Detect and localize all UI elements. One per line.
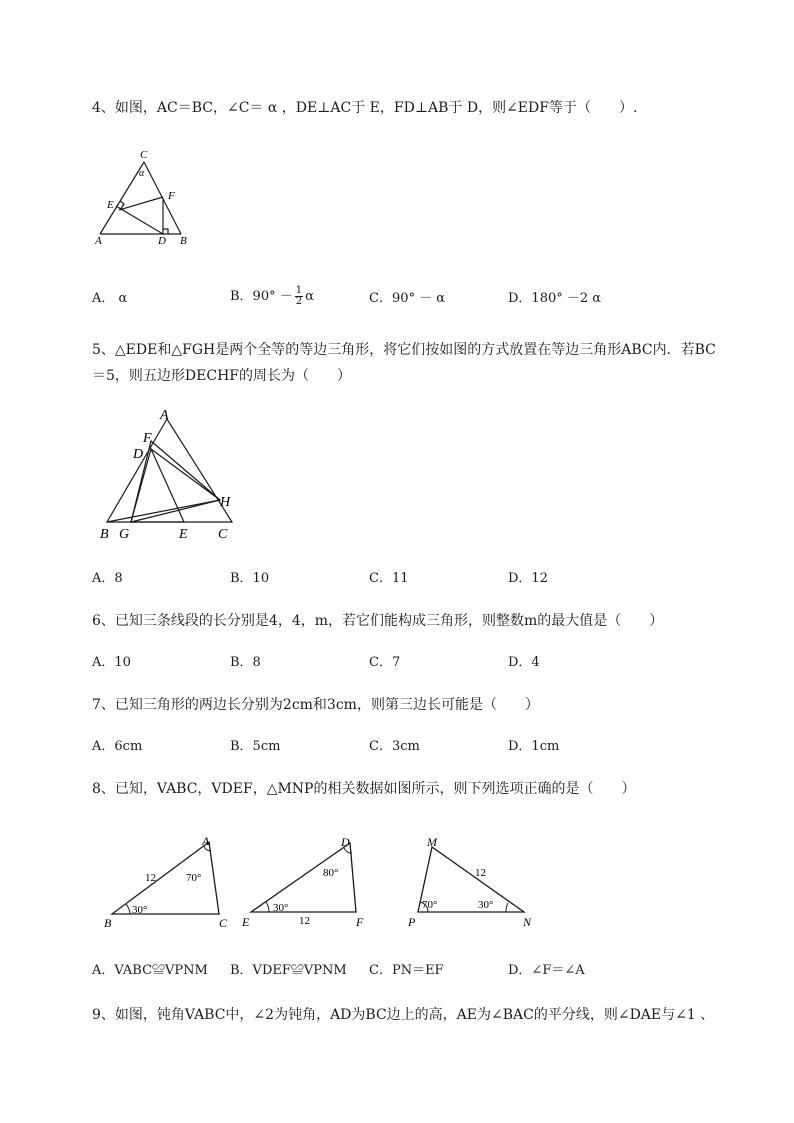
option-a[interactable]: A．VABC≌VPNM	[92, 963, 208, 978]
question-5-stem-line2: ＝5，则五边形DECHF的周长为（ ）	[92, 368, 351, 384]
option-b[interactable]: B．10	[230, 571, 270, 586]
label-b: B	[180, 235, 187, 247]
option-d[interactable]: D．4	[508, 655, 540, 670]
right-angle-d	[163, 229, 168, 234]
angle-a-value: 70°	[186, 872, 202, 884]
option-c[interactable]: C．90° － α	[369, 291, 446, 306]
angle-b-value: 30°	[132, 904, 148, 916]
label-d: D	[133, 447, 144, 462]
label-a: A	[160, 408, 169, 423]
label-e: E	[242, 915, 250, 929]
option-b[interactable]: B．5cm	[230, 739, 281, 754]
question-4-figure	[92, 145, 202, 255]
label-d: D	[158, 235, 166, 247]
label-d: D	[341, 835, 350, 849]
label-a: A	[95, 235, 102, 247]
question-4-stem: 4、如图，AC＝BC，∠C＝ α ，DE⊥AC于 E，FD⊥AB于 D，则∠EDF等于（ ）.	[92, 100, 638, 116]
label-c: C	[218, 527, 228, 542]
segment-fe	[119, 197, 163, 210]
angle-n-value: 30°	[478, 899, 494, 911]
side-mn-length: 12	[475, 867, 486, 879]
label-f: F	[356, 915, 364, 929]
question-6-stem: 6、已知三条线段的长分别是4，4，m，若它们能构成三角形，则整数m的最大值是（ ）	[92, 613, 664, 629]
option-a[interactable]: A．10	[92, 655, 131, 670]
triangle-mnp-figure	[407, 835, 532, 929]
angle-p-value: 70°	[422, 899, 438, 911]
label-m: M	[427, 835, 437, 849]
triangle-abc	[112, 842, 219, 914]
question-8-stem: 8、已知，VABC，VDEF，△MNP的相关数据如图所示，则下列选项正确的是（ ）	[92, 781, 636, 797]
arc-angle-b	[126, 904, 130, 914]
question-5-stem-line1: 5、△EDE和△FGH是两个全等的等边三角形，将它们按如图的方式放置在等边三角形ABC内．若BC	[92, 342, 716, 358]
arc-angle-e	[266, 902, 269, 912]
fraction-one-half: $\frac{1}{2}$	[295, 285, 303, 307]
label-e: E	[179, 527, 188, 542]
option-a[interactable]: A．6cm	[92, 739, 143, 754]
label-g: G	[119, 527, 130, 542]
label-f: F	[143, 431, 152, 446]
label-b: B	[100, 527, 109, 542]
option-b[interactable]: B．8	[230, 655, 261, 670]
option-d[interactable]: D．1cm	[508, 739, 560, 754]
label-b: B	[104, 916, 112, 930]
angle-d-value: 80°	[323, 867, 339, 879]
option-a[interactable]: A． α	[92, 291, 128, 306]
label-h: H	[220, 495, 231, 510]
side-ab-length: 12	[145, 872, 156, 884]
question-5-figure	[92, 405, 242, 550]
label-f: F	[168, 190, 175, 202]
option-d[interactable]: D．12	[508, 571, 548, 586]
segment-de	[116, 206, 163, 234]
option-b[interactable]: B．VDEF≌VPNM	[230, 963, 347, 978]
label-c: C	[140, 149, 148, 161]
label-n: N	[523, 915, 532, 929]
option-b-alpha: α	[305, 289, 314, 304]
triangle-def	[251, 843, 356, 912]
side-ac	[100, 162, 144, 234]
option-d[interactable]: D．180° －2 α	[508, 291, 602, 306]
arc-angle-n	[506, 903, 508, 912]
angle-e-value: 30°	[273, 902, 289, 914]
option-c[interactable]: C．7	[369, 655, 401, 670]
triangle-def-figure	[241, 835, 364, 929]
question-8-figures	[92, 830, 552, 935]
label-c: C	[219, 916, 228, 930]
option-c[interactable]: C．PN＝EF	[369, 963, 444, 978]
option-d[interactable]: D．∠F＝∠A	[508, 963, 585, 978]
question-7-stem: 7、已知三角形的两边长分别为2cm和3cm，则第三边长可能是（ ）	[92, 697, 539, 713]
option-b[interactable]	[230, 286, 314, 307]
option-a[interactable]: A．8	[92, 571, 123, 586]
segment-bh	[107, 500, 220, 522]
option-c[interactable]: C．3cm	[369, 739, 420, 754]
segment-dh	[151, 449, 220, 500]
triangle-abc-figure	[104, 834, 228, 930]
option-c[interactable]: C．11	[369, 571, 409, 586]
option-b-prefix: B．90° －	[230, 289, 293, 304]
label-alpha: α	[139, 168, 145, 179]
label-p: P	[408, 915, 416, 929]
label-a: A	[202, 834, 210, 848]
triangle-abc	[107, 419, 232, 522]
question-9-stem: 9、如图，钝角VABC中，∠2为钝角，AD为BC边上的高，AE为∠BAC的平分线，则∠DAE与∠1 、	[92, 1007, 715, 1023]
label-e: E	[107, 199, 114, 211]
side-ef-length: 12	[299, 915, 310, 927]
